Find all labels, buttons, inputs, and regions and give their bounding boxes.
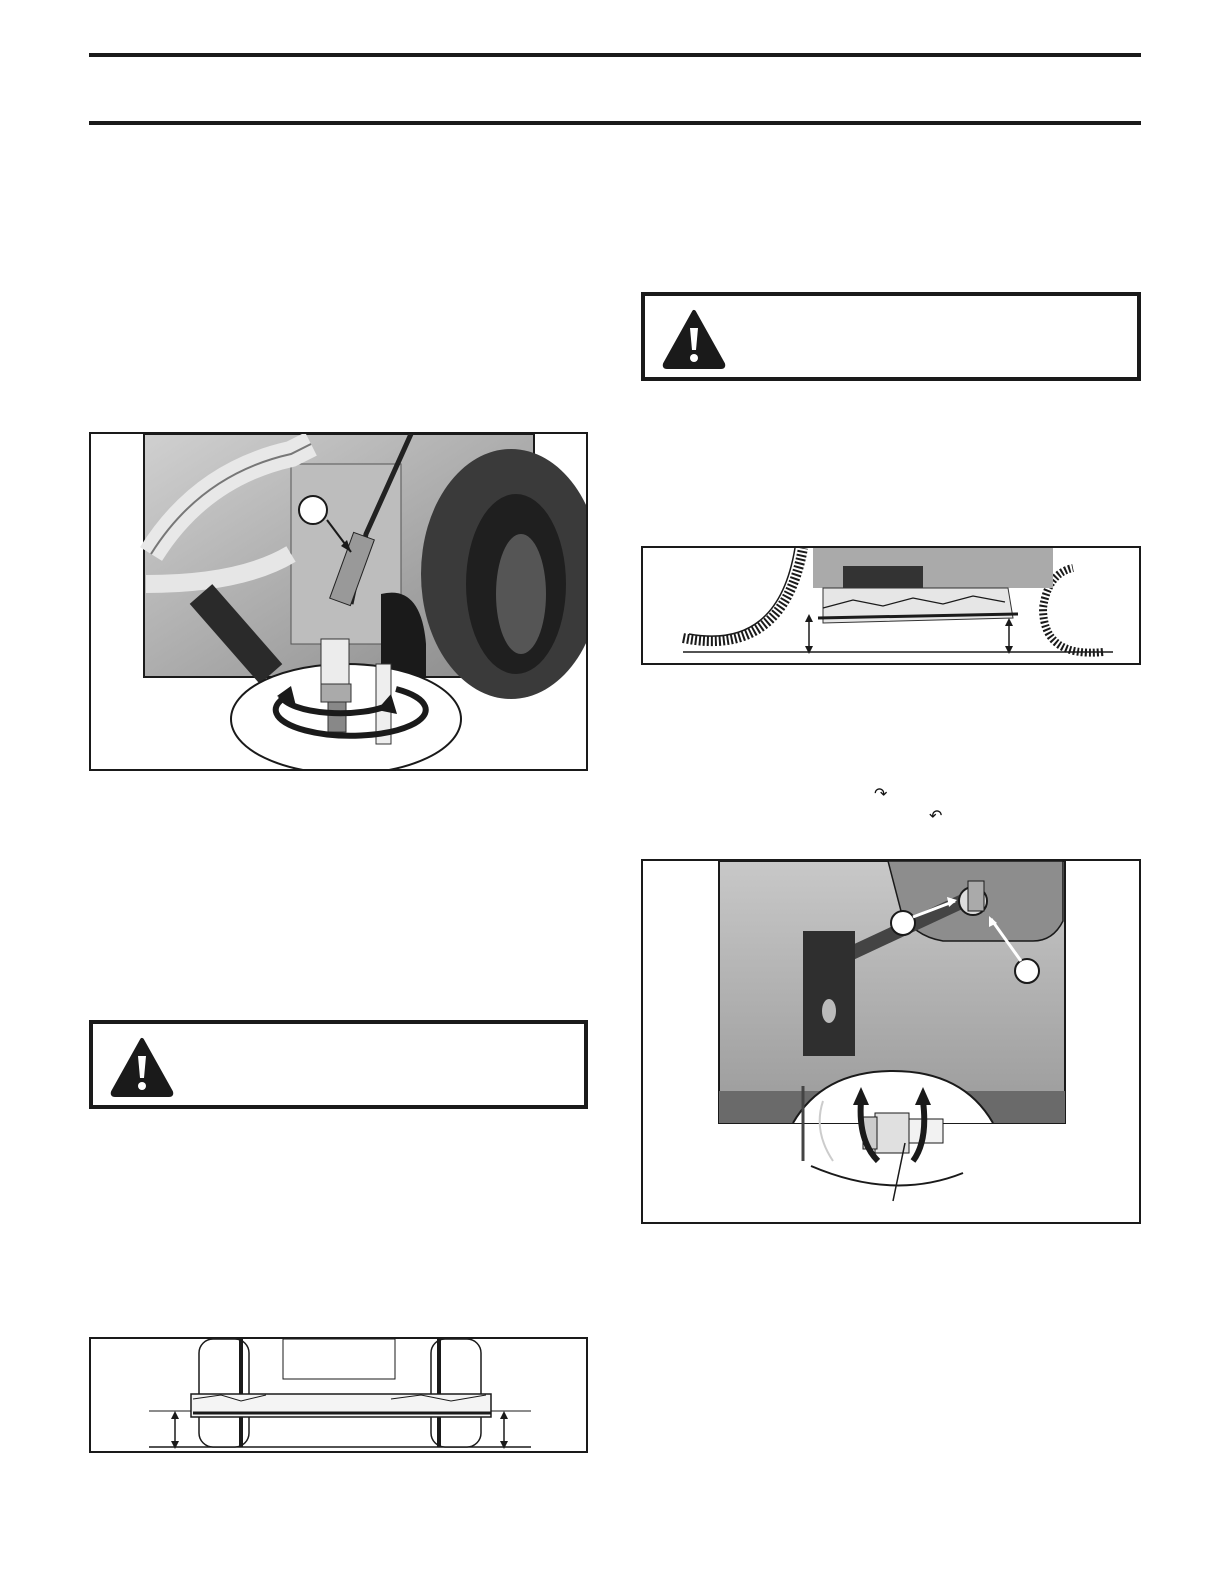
figure-deck-front-height (89, 1337, 588, 1453)
figure-deck-side-height (641, 546, 1141, 665)
warning-triangle-icon (109, 1036, 175, 1098)
counterclockwise-arrow-icon: ↶ (929, 806, 943, 825)
figure-deck-bolt-adjustment (641, 859, 1141, 1224)
deck-side-height-illustration (643, 548, 1139, 663)
cable-adjustment-illustration (91, 434, 586, 769)
clockwise-arrow-icon: ↷ (874, 784, 888, 803)
warning-box-left (89, 1020, 588, 1109)
deck-bolt-adjustment-illustration (643, 861, 1139, 1222)
figure-cable-adjustment (89, 432, 588, 771)
header-bottom-rule (89, 121, 1141, 125)
header-top-rule (89, 53, 1141, 57)
deck-front-height-illustration (91, 1339, 586, 1451)
warning-box-top-right (641, 292, 1141, 381)
warning-triangle-icon (661, 308, 727, 370)
